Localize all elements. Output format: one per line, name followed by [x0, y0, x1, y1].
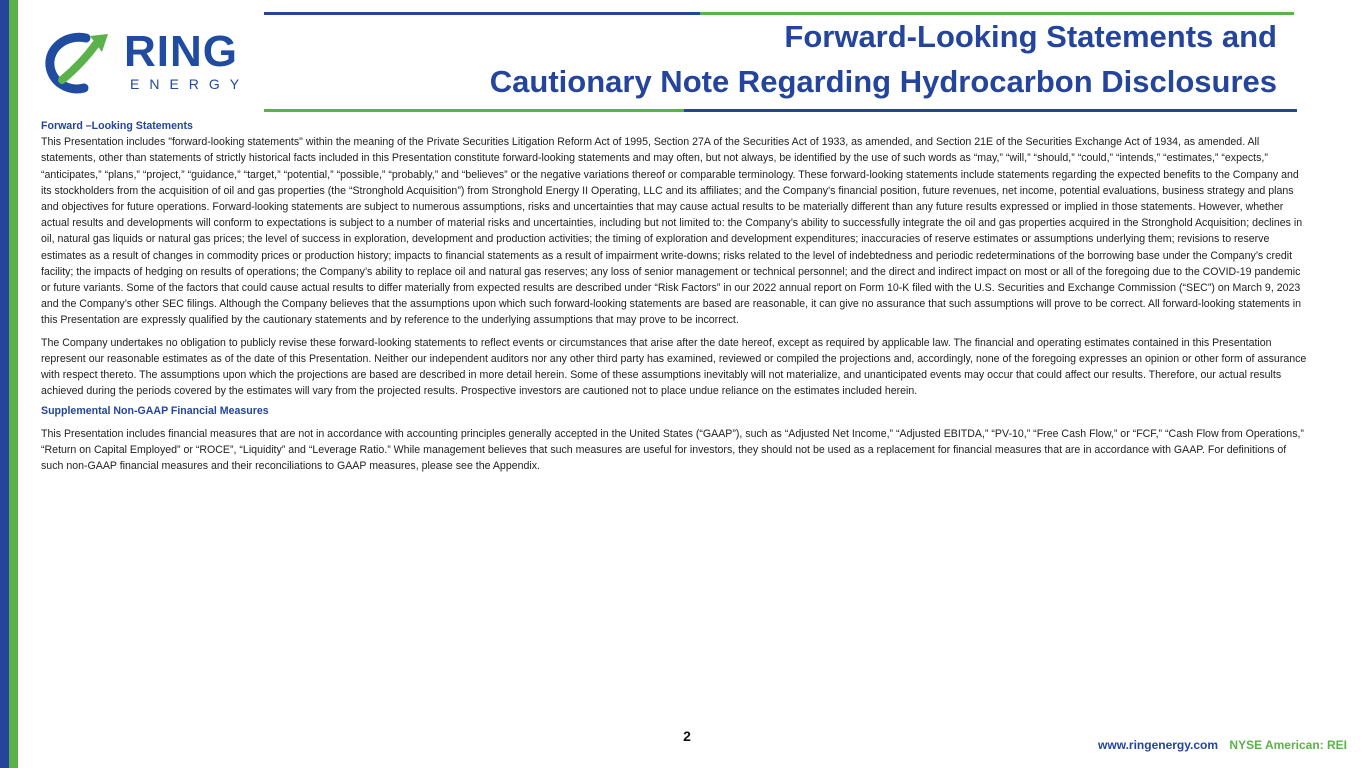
- ring-logo-icon: [44, 30, 122, 96]
- left-accent-bar-blue: [0, 0, 9, 768]
- page-title-line-2: Cautionary Note Regarding Hydrocarbon Disclosures: [489, 64, 1277, 99]
- logo-tagline: ENERGY: [130, 76, 250, 92]
- disclaimer-content: [41, 118, 1311, 478]
- page-number: 2: [683, 728, 691, 744]
- forward-looking-paragraph-2: The Company undertakes no obligation to publicly revise these forward-looking statements to reflect events or circumstances that arise after the date hereof, except as required by applicable law. The financial and operating estimates contained in this Presentation represent our reasonable estimates as of the date of this Presentation. Neither our independent auditors nor any other third party has examined, reviewed or compiled the projections and, accordingly, none of the foregoing expresses an opinion or other form of assurance with respect thereto. The assumptions upon which the projections are based are described in more detail herein. Some of these assumptions inevitably will not materialize, and unanticipated events may occur that could affect our results. Therefore, our actual results achieved during the periods covered by the estimates will vary from the projected results. Prospective investors are cautioned not to place undue reliance on the estimates included herein.: [41, 336, 1307, 398]
- logo-wordmark: RING: [124, 27, 238, 76]
- footer-website-link[interactable]: www.ringenergy.com: [1098, 738, 1219, 752]
- left-accent-bar: [0, 0, 18, 768]
- forward-looking-paragraph-1: This Presentation includes "forward-looking statements" within the meaning of the Private Securities Litigation Reform Act of 1995, Section 27A of the Securities Act of 1933, as amended, and Section 21E of the Securities Exchange Act of 1934, as amended. All statements, other than statements of strictly historical facts included in this Presentation constitute forward-looking statements and may often, but not always, be identified by the use of such words as “may,” “will,” “should,” “could,” “intends,” “estimates,” “expects,” “anticipates,” “plans,” “project,” “guidance,” “target,” “potential,” “possible,” “probably,” and “believes” or the negative variations thereof or comparable terminology. These forward-looking statements include statements regarding the expected benefits to the Company and its stockholders from the acquisition of oil and gas properties (the “Stronghold Acquisition”) from Stronghold Energy II Operating, LLC and its affiliates; and the Company's financial position, future revenues, net income, potential evaluations, business strategy and plans and objectives for future operations. Forward-looking statements are subject to numerous assumptions, risks and uncertainties that may cause actual results to be materially different than any future results expressed or implied in those statements. However, whether actual results and developments will conform to expectations is subject to a number of material risks and uncertainties, including but not limited to: the Company’s ability to successfully integrate the oil and gas properties acquired in the Stronghold Acquisition; declines in oil, natural gas liquids or natural gas prices; the level of success in exploration, development and production activities; the timing of exploration and development expenditures; inaccuracies of reserve estimates or assumptions underlying them; revisions to reserve estimates as a result of changes in commodity prices or production history; impacts to financial statements as a result of impairment write-downs; risks related to the level of indebtedness and periodic redeterminations of the borrowing base under the Company’s credit facility; the impacts of hedging on results of operations; the Company’s ability to replace oil and natural gas reserves; any loss of senior management or technical personnel; and the direct and indirect impact on most or all of the foregoing due to the COVID-19 pandemic or future variants. Some of the factors that could cause actual results to differ materially from expected results are described under “Risk Factors” in our 2022 annual report on Form 10-K filed with the U.S. Securities and Exchange Commission (“SEC”) on March 9, 2023 and the Company’s other SEC filings. Although the Company believes that the assumptions upon which such forward-looking statements are based are reasonable, it can give no assurance that such assumptions will prove to be correct. All forward-looking statements in this Presentation are expressly qualified by the cautionary statements and by reference to the underlying assumptions that may prove to be incorrect.: [41, 136, 1303, 327]
- title-rule-bottom-accent: [264, 109, 684, 112]
- footer-exchange-ticker: NYSE American: REI: [1229, 738, 1347, 752]
- page-title-line-1: Forward-Looking Statements and: [784, 19, 1277, 54]
- footer: [1098, 738, 1347, 752]
- non-gaap-paragraph: This Presentation includes financial measures that are not in accordance with accounting principles generally accepted in the United States (“GAAP”), such as “Adjusted Net Income,” “Adjusted EBITDA,” “PV-10,” “Free Cash Flow,” or “FCF,” “Cash Flow from Operations,” “Return on Capital Employed” or “ROCE”, “Liquidity” and “Leverage Ratio.” While management believes that such measures are useful for investors, they should not be used as a replacement for financial measures that are in accordance with GAAP. For definitions of such non-GAAP financial measures and their reconciliations to GAAP measures, please see the Appendix.: [41, 427, 1304, 473]
- ring-energy-logo: [44, 27, 250, 100]
- page-title: [490, 14, 1277, 104]
- non-gaap-heading: Supplemental Non-GAAP Financial Measures: [41, 405, 269, 418]
- forward-looking-heading: Forward –Looking Statements: [41, 120, 193, 132]
